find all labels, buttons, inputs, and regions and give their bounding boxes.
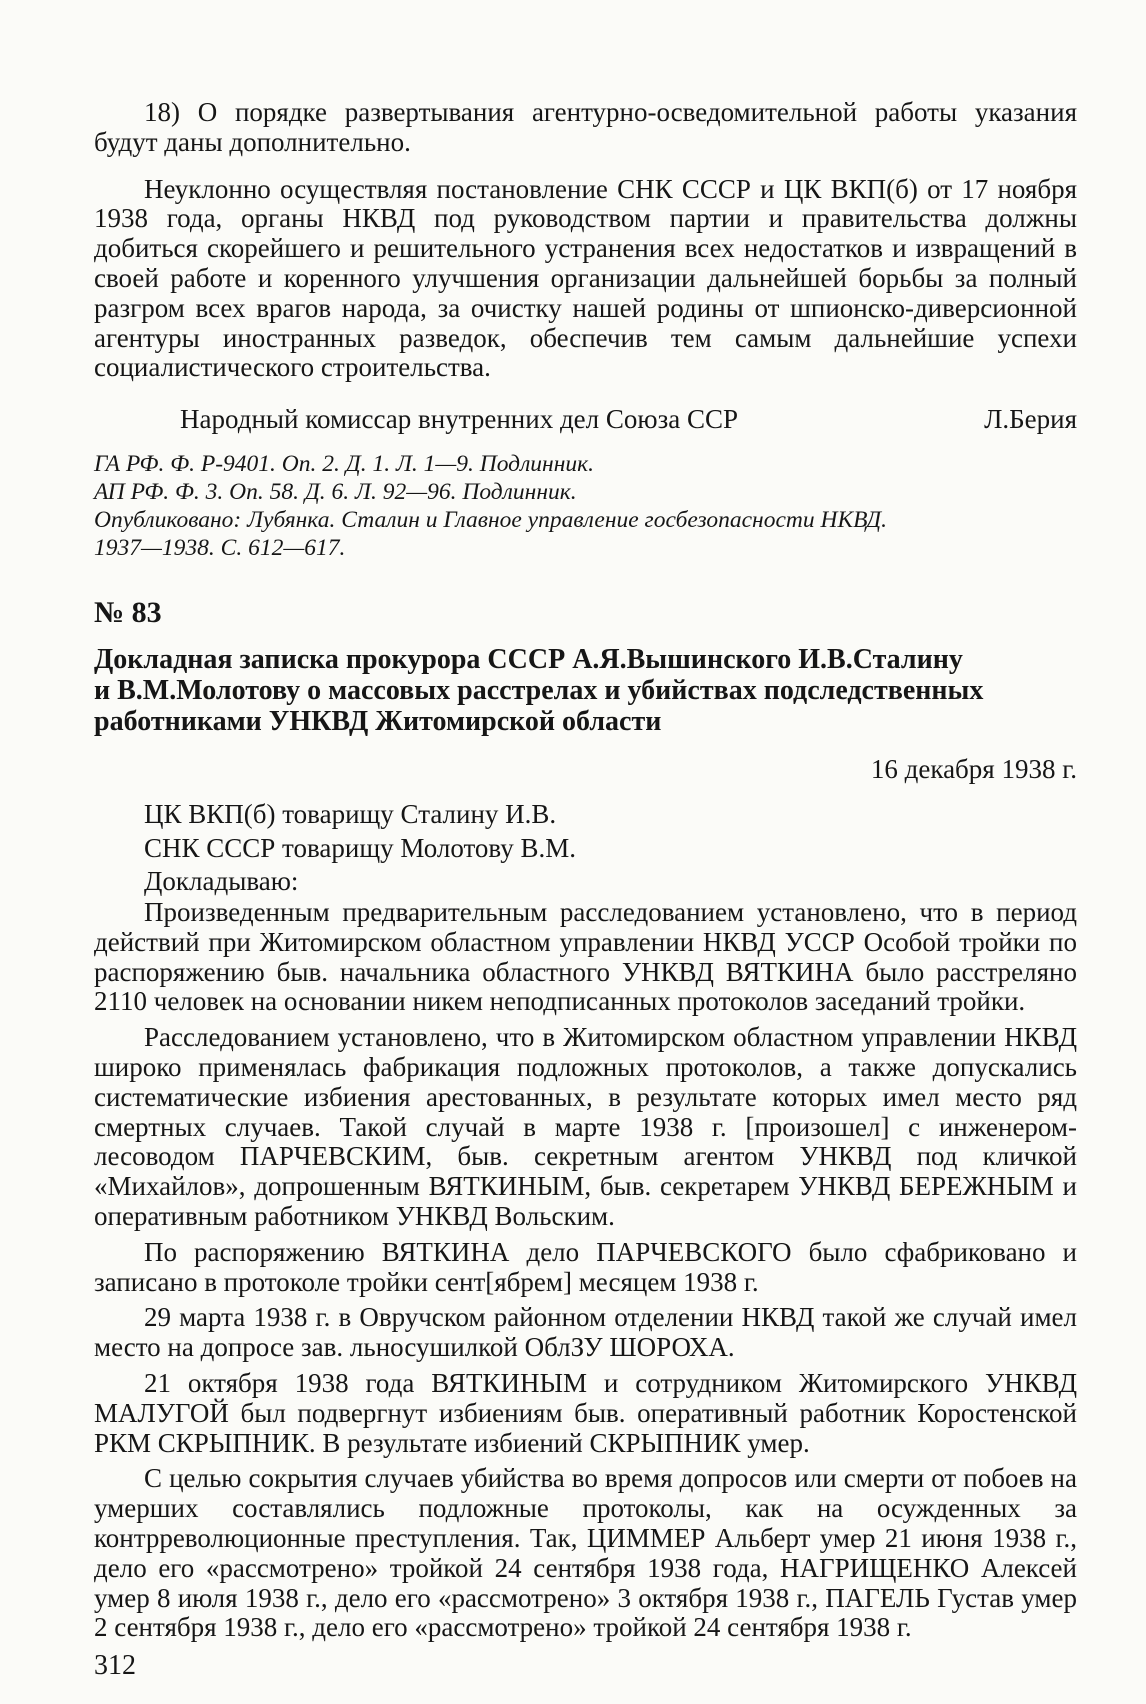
source-line: ГА РФ. Ф. Р-9401. Оп. 2. Д. 1. Л. 1—9. Подлинник. <box>94 451 594 477</box>
report-label: Докладываю: <box>144 866 299 896</box>
document-date: 16 декабря 1938 г. <box>870 754 1077 784</box>
source-line: 1937—1938. С. 612—617. <box>94 535 346 561</box>
body-paragraph: 29 марта 1938 г. в Овручском районном отделении НКВД такой же случай имел место на допросе зав. льносушилкой ОблЗУ ШОРОХА. <box>94 1302 1077 1363</box>
report-body <box>94 898 1077 1649</box>
archival-source <box>94 450 1024 562</box>
intro-block <box>94 98 1077 383</box>
document-number: № 83 <box>94 596 162 629</box>
addressee-line: ЦК ВКП(б) товарищу Сталину И.В. <box>144 799 557 829</box>
document-title-line: работниками УНКВД Житомирской области <box>94 706 662 737</box>
document-title <box>94 644 1077 737</box>
addressee-block <box>144 797 576 865</box>
body-paragraph: Произведенным предварительным расследованием установлено, что в период действий при Житомирском областном управлении НКВД УССР Особой тройки по распоряжению быв. начальника областного УНКВД ВЯТКИНА было расстреляно 2110 человек на основании никем неподписанных протоколов заседаний тройки. <box>94 897 1077 1017</box>
body-paragraph: 21 октября 1938 года ВЯТКИНЫМ и сотрудником Житомирского УНКВД МАЛУГОЙ был подвергнут избиениям быв. оперативный работник Коростенской РКМ СКРЫПНИК. В результате избиений СКРЫПНИК умер. <box>94 1367 1077 1458</box>
addressee-line: СНК СССР товарищу Молотову В.М. <box>144 833 576 863</box>
document-title-line: и В.М.Молотову о массовых расстрелах и убийствах подследственных <box>94 675 984 706</box>
item-18-paragraph: 18) О порядке развертывания агентурно-осведомительной работы указания будут даны дополнительно. <box>94 97 1077 157</box>
body-paragraph: Расследованием установлено, что в Житомирском областном управлении НКВД широко применялась фабрикация подложных протоколов, а также допускались систематические избиения арестованных, в результате которых имел место ряд смертных случаев. Такой случай в марте 1938 г. [произошел] с инженером-лесоводом ПАРЧЕВСКИМ, быв. секретным агентом УНКВД под кличкой «Михайлов», допрошенным ВЯТКИНЫМ, быв. секретарем УНКВД БЕРЕЖНЫМ и оперативным работником УНКВД Вольским. <box>94 1022 1077 1231</box>
page-number: 312 <box>94 1650 136 1681</box>
body-paragraph: С целью сокрытия случаев убийства во время допросов или смерти от побоев на умерших составлялись подложные протоколы, как на осужденных за контрреволюционные преступления. Так, ЦИММЕР Альберт умер 21 июня 1938 г., дело его «рассмотрено» тройкой 24 сентября 1938 года, НАГРИЩЕНКО Алексей умер 8 июля 1938 г., дело его «рассмотрено» 3 октября 1938 г., ПАГЕЛЬ Густав умер 2 сентября 1938 г., дело его «рассмотрено» тройкой 24 сентября 1938 г. <box>94 1463 1077 1643</box>
document-title-line: Докладная записка прокурора СССР А.Я.Вышинского И.В.Сталину <box>94 644 963 675</box>
source-line: Опубликовано: Лубянка. Сталин и Главное управление госбезопасности НКВД. <box>94 507 887 533</box>
signature-title: Народный комиссар внутренних дел Союза ССР <box>180 404 738 434</box>
closing-paragraph: Неуклонно осуществляя постановление СНК СССР и ЦК ВКП(б) от 17 ноября 1938 года, органы НКВД под руководством партии и правительства должны добиться скорейшего и решительного устранения всех недостатков и извращений в своей работе и коренного улучшения организации дальнейшей борьбы за полный разгром всех врагов народа, за очистку нашей родины от шпионско-диверсионной агентуры иностранных разведок, обеспечив тем самым дальнейшие успехи социалистического строительства. <box>94 173 1077 383</box>
body-paragraph: По распоряжению ВЯТКИНА дело ПАРЧЕВСКОГО было сфабриковано и записано в протоколе тройки сент[ябрем] месяцем 1938 г. <box>94 1236 1077 1297</box>
signature-name: Л.Берия <box>984 404 1077 434</box>
source-line: АП РФ. Ф. 3. Оп. 58. Д. 6. Л. 92—96. Подлинник. <box>94 479 577 505</box>
